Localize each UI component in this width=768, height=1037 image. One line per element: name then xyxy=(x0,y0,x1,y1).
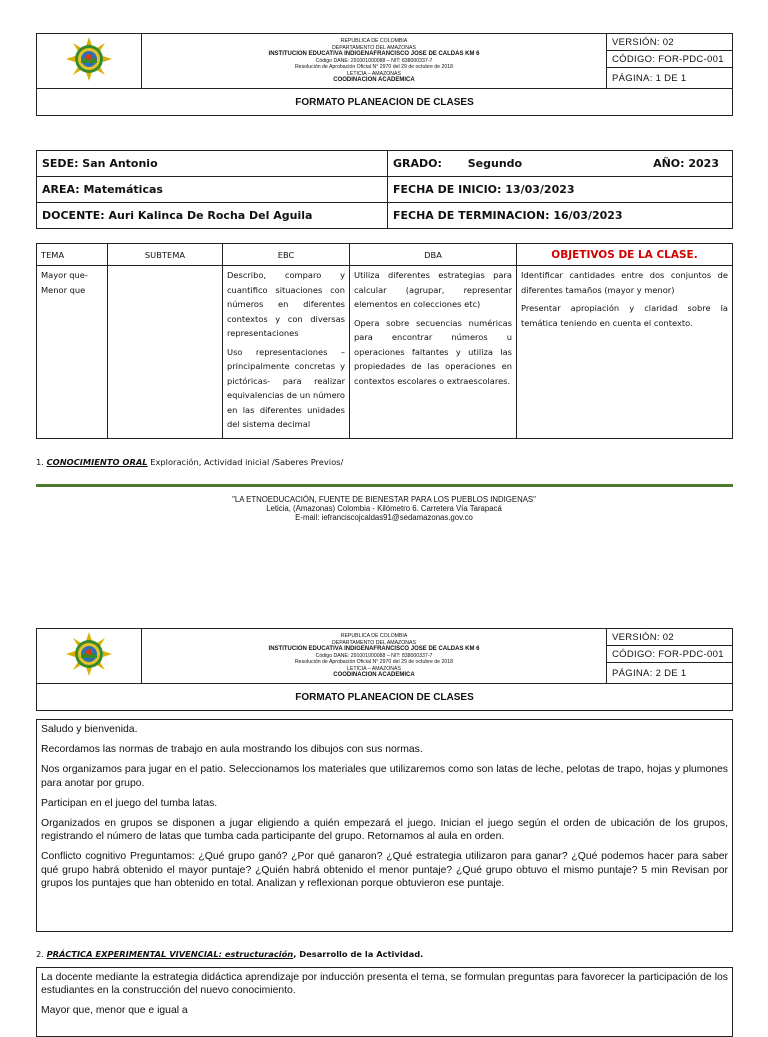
oral-knowledge-box xyxy=(36,719,733,932)
section-2-title: PRÁCTICA EXPERIMENTAL VIVENCIAL: estructuración xyxy=(46,949,294,959)
section-2-subtitle: , Desarrollo de la Actividad. xyxy=(293,949,424,959)
coordination-text: COODINACION ACADEMICA xyxy=(333,77,415,84)
objetivo-item: Identificar cantidades entre dos conjuntos de diferentes tamaños (mayor y menor) xyxy=(521,270,728,295)
version-label: VERSIÓN: 02 xyxy=(607,629,733,646)
paragraph: Nos organizamos para jugar en el patio. Seleccionamos los materiales que utilizaremos como son latas de leche, pelotas de trapo, hojas y plumones para anotar por grupo. xyxy=(41,764,728,789)
grado-cell xyxy=(388,151,733,177)
tema-header: TEMA xyxy=(37,244,108,266)
format-title: FORMATO PLANEACION DE CLASES xyxy=(37,684,733,711)
objetivos-header: OBJETIVOS DE LA CLASE. xyxy=(517,244,733,266)
resolution-text: Resolución de Aprobación Oficial N° 2970 del 29 de octubre de 2018 xyxy=(294,659,454,666)
footer-email: E-mail: iefranciscojcaldas91@sedamazonas.gov.co xyxy=(295,513,473,522)
ebc-item: Uso representaciones – principalmente concretas y pictóricas- para realizar equivalencias de un número en las diferentes unidades del sistema decimal xyxy=(227,346,345,429)
footer-divider xyxy=(36,484,733,487)
paragraph: Recordamos las normas de trabajo en aula mostrando los dibujos con sus normas. xyxy=(41,744,423,756)
version-label: VERSIÓN: 02 xyxy=(607,34,733,51)
subtema-cell xyxy=(108,266,223,439)
objetivo-item: Presentar apropiación y claridad sobre la temática teniendo en cuenta el contexto. xyxy=(521,303,728,328)
sede-cell: SEDE: San Antonio xyxy=(37,151,388,177)
dba-item: Opera sobre secuencias numéricas para encontrar números u operaciones faltantes y utiliza las propiedades de las operaciones en contextos escolares o extraescolares. xyxy=(354,317,512,386)
paragraph: Saludo y bienvenida. xyxy=(41,724,138,735)
footer-motto: "LA ETNOEDUCACIÓN, FUENTE DE BIENESTAR PARA LOS PUEBLOS INDIGENAS" xyxy=(232,495,536,504)
dane-text: Código DANE: 291001000088 – NIT: 838000337-7 xyxy=(315,57,433,64)
section-1-number: 1. xyxy=(36,457,44,467)
ebc-header: EBC xyxy=(223,244,350,266)
institution-info xyxy=(142,34,607,89)
section-1-title: CONOCIMIENTO ORAL xyxy=(46,457,148,467)
footer-address: Leticia, (Amazonas) Colombia - Kilómetro 6. Carretera Vía Tarapacá xyxy=(266,504,502,513)
paragraph: Organizados en grupos se disponen a jugar eligiendo a quién empezará el juego. Inician el juego según el orden de ubicación de los grupos, registrando el número de latas que tumba cada participante del grupo. Retornamos al aula en orden. xyxy=(41,818,728,843)
class-info-table xyxy=(36,150,733,229)
fecha-inicio-cell: FECHA DE INICIO: 13/03/2023 xyxy=(388,177,733,203)
code-label: CÓDIGO: FOR-PDC-001 xyxy=(607,646,733,663)
republic-text: REPUBLICA DE COLOMBIA xyxy=(340,37,408,44)
coordination-text: COODINACION ACADEMICA xyxy=(333,672,415,679)
resolution-text: Resolución de Aprobación Oficial N° 2970 del 29 de octubre de 2018 xyxy=(294,64,454,71)
dba-header: DBA xyxy=(350,244,517,266)
objetivos-cell xyxy=(517,266,733,439)
format-title: FORMATO PLANEACION DE CLASES xyxy=(37,89,733,116)
experimental-practice-box xyxy=(36,967,733,1037)
page1-footer xyxy=(0,495,768,522)
section-1-subtitle: Exploración, Actividad inicial /Saberes Previos/ xyxy=(147,457,344,467)
tema-cell: Mayor que-Menor que xyxy=(37,266,108,439)
institution-name: INSTITUCION EDUCATIVA INDIGENAFRANCISCO JOSE DE CALDAS KM 6 xyxy=(268,646,480,653)
logo-cell xyxy=(37,629,142,684)
paragraph: Mayor que, menor que e igual a xyxy=(41,1005,188,1017)
dba-item: Utiliza diferentes estrategias para calcular (agrupar, representar elementos en colecciones etc) xyxy=(354,270,512,309)
area-cell: AREA: Matemáticas xyxy=(37,177,388,203)
dane-text: Código DANE: 291001000088 – NIT: 838000337-7 xyxy=(315,652,433,659)
school-emblem-icon xyxy=(63,631,115,677)
code-label: CÓDIGO: FOR-PDC-001 xyxy=(607,51,733,68)
plan-table xyxy=(36,243,733,439)
republic-text: REPUBLICA DE COLOMBIA xyxy=(340,632,408,639)
city-text: LETICIA – AMAZONAS xyxy=(347,70,401,77)
page-label: PÁGINA: 2 DE 1 xyxy=(607,663,733,684)
docente-cell: DOCENTE: Auri Kalinca De Rocha Del Aguila xyxy=(37,203,388,229)
ebc-cell xyxy=(223,266,350,439)
anio-value: AÑO: 2023 xyxy=(653,157,719,170)
page-label: PÁGINA: 1 DE 1 xyxy=(607,68,733,89)
section-1-label xyxy=(36,457,343,467)
section-2-number: 2. xyxy=(36,949,44,959)
city-text: LETICIA – AMAZONAS xyxy=(347,665,401,672)
paragraph: Participan en el juego del tumba latas. xyxy=(41,797,218,809)
ebc-item: Describo, comparo y cuantifico situaciones con números en diferentes contextos y con diversas representaciones xyxy=(227,270,345,338)
dba-cell xyxy=(350,266,517,439)
page1-header xyxy=(36,33,733,116)
subtema-header: SUBTEMA xyxy=(108,244,223,266)
paragraph: La docente mediante la estrategia didáctica aprendizaje por inducción presenta el tema, se formulan preguntas para favorecer la participación de los estudiantes en la construcción del nuevo conocimiento. xyxy=(41,972,728,997)
institution-info xyxy=(142,629,607,684)
institution-name: INSTITUCION EDUCATIVA INDIGENAFRANCISCO JOSE DE CALDAS KM 6 xyxy=(268,51,480,58)
fecha-terminacion-cell: FECHA DE TERMINACION: 16/03/2023 xyxy=(388,203,733,229)
school-emblem-icon xyxy=(63,36,115,82)
section-2-label xyxy=(36,949,423,959)
logo-cell xyxy=(37,34,142,89)
page2-header xyxy=(36,628,733,711)
department-text: DEPARTAMENTO DEL AMAZONAS xyxy=(332,44,416,51)
paragraph: Conflicto cognitivo Preguntamos: ¿Qué grupo ganó? ¿Por qué ganaron? ¿Qué estrategia utilizaron para ganar? ¿Qué podemos hacer para saber qué grupo habrá obtenido el mayor puntaje? ¿Quién habrá obtenido el menor puntaje? ¿Qué grupo obtuvo el mismo puntaje? 5 min Revisan por grupos los puntajes que han obtenido en total. Analizan y reflexionan porque obtuvieron ese puntaje. xyxy=(41,851,728,889)
department-text: DEPARTAMENTO DEL AMAZONAS xyxy=(332,639,416,646)
grado-label: GRADO: xyxy=(393,157,442,170)
grado-value: Segundo xyxy=(467,157,523,170)
